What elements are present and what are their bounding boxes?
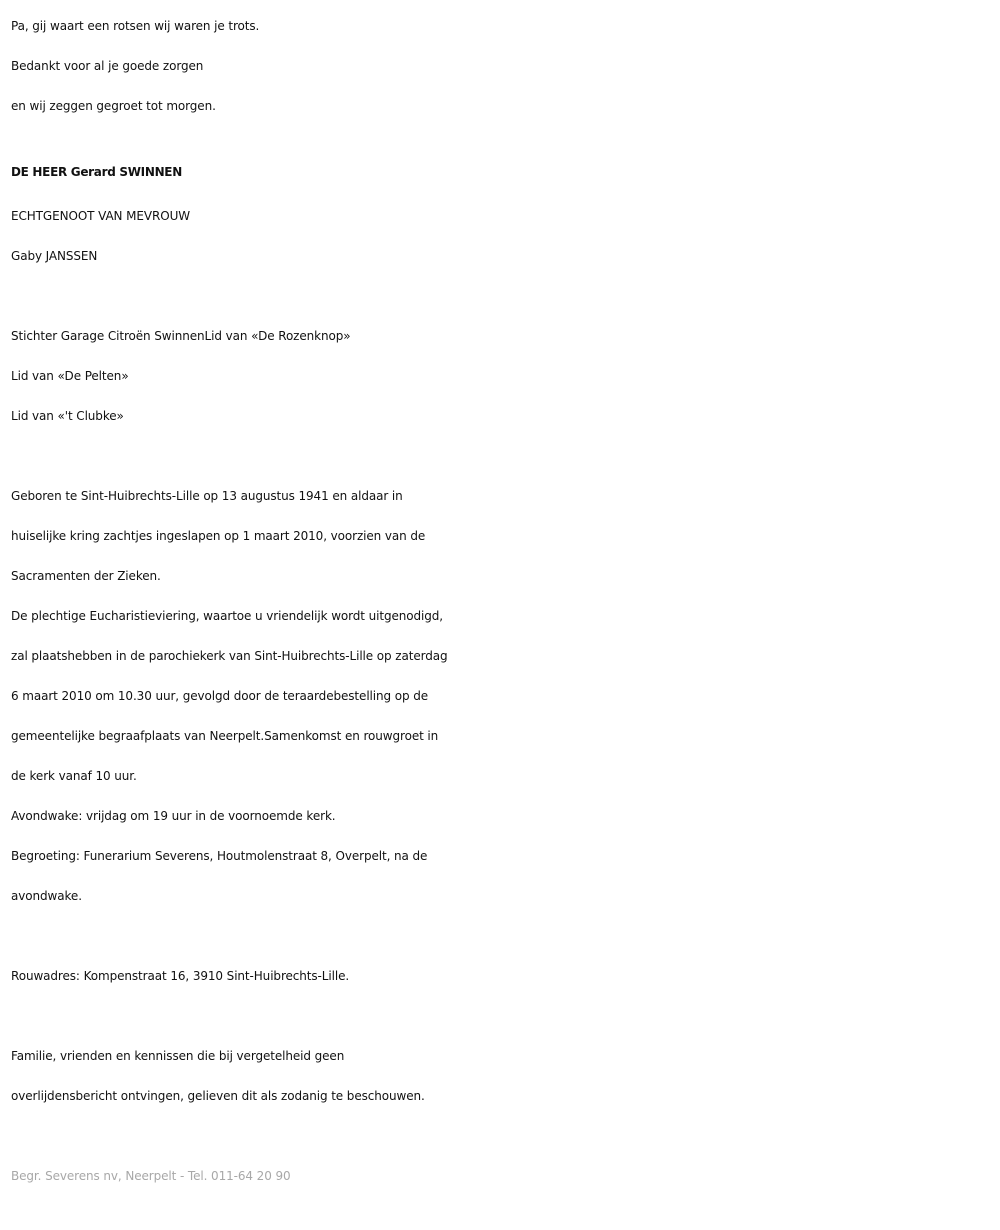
deceased-name: DE HEER Gerard SWINNEN [11,165,182,179]
affiliation-line: Lid van «'t Clubke» [11,409,124,423]
notice-line: overlijdensbericht ontvingen, gelieven dit als zodanig te beschouwen. [11,1089,425,1103]
poem-line: Bedankt voor al je goede zorgen [11,59,204,73]
body-line: Avondwake: vrijdag om 19 uur in de voornoemde kerk. [11,809,336,823]
spacer [11,276,996,316]
affiliation-line: Stichter Garage Citroën SwinnenLid van «De Rozenknop» [11,329,351,343]
mourning-address: Rouwadres: Kompenstraat 16, 3910 Sint-Huibrechts-Lille. [11,969,350,983]
spouse-name: Gaby JANSSEN [11,249,98,263]
body-line: Begroeting: Funerarium Severens, Houtmolenstraat 8, Overpelt, na de [11,849,428,863]
poem-line: Pa, gij waart een rotsen wij waren je trots. [11,19,260,33]
body-line: 6 maart 2010 om 10.30 uur, gevolgd door de teraardebestelling op de [11,689,429,703]
spacer [11,916,996,956]
body-line: De plechtige Eucharistieviering, waartoe u vriendelijk wordt uitgenodigd, [11,609,444,623]
notice-line: Familie, vrienden en kennissen die bij vergetelheid geen [11,1049,345,1063]
spacer [11,996,996,1036]
obituary-notice [11,0,996,1196]
announcement-body [11,476,996,916]
relation-label: ECHTGENOOT VAN MEVROUW [11,209,191,223]
family-notice [11,1036,996,1116]
body-line: avondwake. [11,889,82,903]
body-line: huiselijke kring zachtjes ingeslapen op 1 maart 2010, voorzien van de [11,529,426,543]
body-line: Geboren te Sint-Huibrechts-Lille op 13 augustus 1941 en aldaar in [11,489,403,503]
body-line: gemeentelijke begraafplaats van Neerpelt.Samenkomst en rouwgroet in [11,729,439,743]
body-line: zal plaatshebben in de parochiekerk van Sint-Huibrechts-Lille op zaterdag [11,649,448,663]
funeral-home-footer: Begr. Severens nv, Neerpelt - Tel. 011-64 20 90 [11,1169,291,1183]
affiliations [11,316,996,436]
body-line: de kerk vanaf 10 uur. [11,769,137,783]
poem-line: en wij zeggen gegroet tot morgen. [11,99,216,113]
memorial-poem [11,6,996,126]
affiliation-line: Lid van «De Pelten» [11,369,129,383]
body-line: Sacramenten der Zieken. [11,569,161,583]
spacer [11,1116,996,1156]
spacer [11,436,996,476]
